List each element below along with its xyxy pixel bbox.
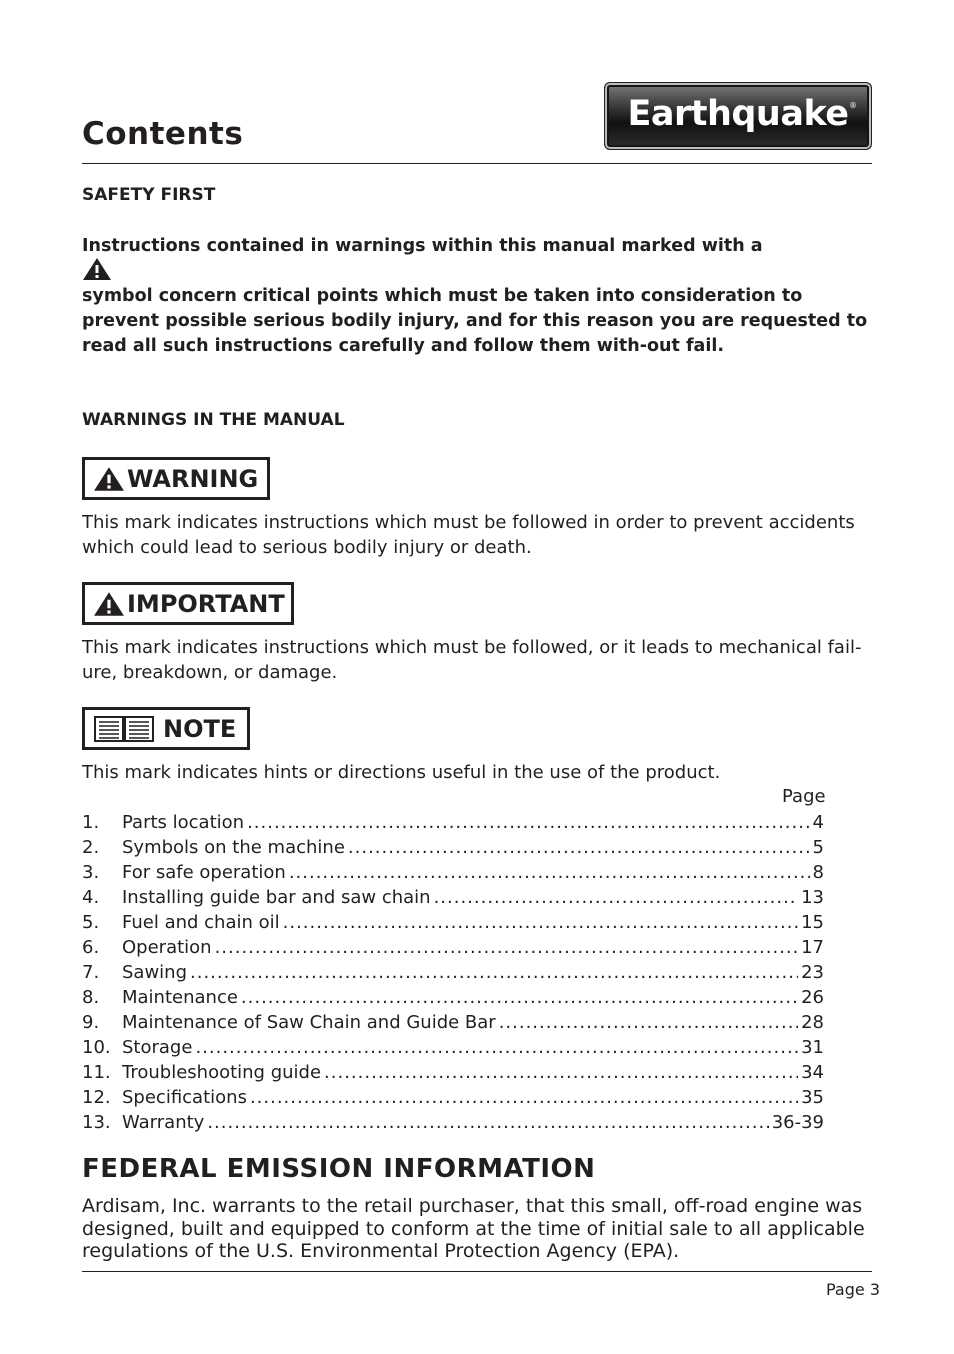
toc-row [82, 985, 824, 1010]
toc-item-number: 9. [82, 1012, 100, 1033]
toc-row [82, 860, 824, 885]
toc-item-number: 10. [82, 1037, 111, 1058]
logo-registered-mark: ® [849, 101, 857, 110]
warning-triangle-icon [82, 257, 112, 285]
toc-item-label: Parts location [122, 812, 245, 833]
toc-leader-dots [241, 985, 798, 1010]
toc-row [82, 1085, 824, 1110]
toc-item-label: Maintenance of Saw Chain and Guide Bar [122, 1012, 496, 1033]
toc-row [82, 810, 824, 835]
warning-mark [82, 457, 270, 500]
toc-leader-dots [215, 935, 799, 960]
toc-item-label: Operation [122, 937, 212, 958]
toc-page-header: Page [782, 786, 826, 807]
toc-item-number: 13. [82, 1112, 111, 1133]
federal-heading: FEDERAL EMISSION INFORMATION [82, 1154, 596, 1184]
toc-row [82, 910, 824, 935]
warning-triangle-icon [93, 466, 125, 492]
note-mark [82, 707, 250, 750]
toc-item-page: 5 [812, 837, 824, 858]
toc-item-number: 5. [82, 912, 100, 933]
logo-text: Earthquake [627, 94, 849, 134]
toc-item-label: For safe operation [122, 862, 286, 883]
toc-item-label: Fuel and chain oil [122, 912, 280, 933]
toc-item-label: Warranty [122, 1112, 205, 1133]
toc-item-page: 28 [801, 1012, 824, 1033]
header-rule [82, 163, 872, 164]
toc-item-page: 13 [801, 887, 824, 908]
toc-leader-dots [247, 810, 809, 835]
toc-item-number: 3. [82, 862, 100, 883]
toc-row [82, 960, 824, 985]
toc-item-page: 34 [801, 1062, 824, 1083]
toc-row [82, 935, 824, 960]
warnings-heading: WARNINGS IN THE MANUAL [82, 410, 345, 430]
toc-row [82, 1010, 824, 1035]
open-book-icon [93, 715, 155, 743]
important-mark [82, 582, 294, 625]
federal-text: Ardisam, Inc. warrants to the retail purchaser, that this small, off-road engine was designed, built and equipped to conform at the time of initial sale to all applicable regulations of the U.S. Environmental Protection Agency (EPA). [82, 1195, 865, 1262]
important-label: IMPORTANT [127, 589, 285, 618]
toc-row [82, 1060, 824, 1085]
toc-item-label: Storage [122, 1037, 193, 1058]
toc-item-number: 1. [82, 812, 100, 833]
toc-row [82, 1035, 824, 1060]
toc-item-label: Maintenance [122, 987, 238, 1008]
toc-row [82, 885, 824, 910]
toc-leader-dots [348, 835, 810, 860]
toc-item-number: 11. [82, 1062, 111, 1083]
toc-item-number: 2. [82, 837, 100, 858]
toc-leader-dots [250, 1085, 798, 1110]
table-of-contents [82, 810, 824, 1135]
toc-item-page: 36-39 [771, 1112, 824, 1133]
safety-intro-body: symbol concern critical points which must be taken into consideration to prevent possible serious bodily injury, and for this reason you are requested to read all such instructions carefully and follow them with-out fail. [82, 286, 868, 356]
toc-item-page: 15 [801, 912, 824, 933]
toc-leader-dots [195, 1035, 798, 1060]
toc-item-page: 23 [801, 962, 824, 983]
safety-intro-line1: Instructions contained in warnings within this manual marked with a [82, 236, 763, 256]
toc-leader-dots [283, 910, 798, 935]
toc-row [82, 1110, 824, 1135]
warning-description: This mark indicates instructions which must be followed in order to prevent accidents which could lead to serious bodily injury or death. [82, 512, 855, 558]
toc-item-label: Symbols on the machine [122, 837, 345, 858]
note-description: This mark indicates hints or directions useful in the use of the product. [82, 762, 721, 783]
toc-item-number: 12. [82, 1087, 111, 1108]
toc-leader-dots [434, 885, 799, 910]
toc-item-page: 26 [801, 987, 824, 1008]
toc-item-page: 31 [801, 1037, 824, 1058]
toc-item-page: 35 [801, 1087, 824, 1108]
toc-leader-dots [190, 960, 798, 985]
toc-item-label: Specifications [122, 1087, 247, 1108]
toc-item-number: 4. [82, 887, 100, 908]
toc-item-number: 8. [82, 987, 100, 1008]
toc-item-page: 4 [812, 812, 824, 833]
toc-leader-dots [499, 1010, 798, 1035]
toc-item-number: 7. [82, 962, 100, 983]
footer-rule [82, 1271, 872, 1272]
page-number: Page 3 [826, 1280, 880, 1299]
warning-triangle-icon [93, 591, 125, 617]
warning-label: WARNING [127, 464, 259, 493]
page-title: Contents [82, 116, 244, 152]
safety-heading: SAFETY FIRST [82, 185, 216, 205]
toc-leader-dots [324, 1060, 798, 1085]
toc-item-page: 8 [812, 862, 824, 883]
toc-item-label: Sawing [122, 962, 188, 983]
toc-row [82, 835, 824, 860]
toc-item-page: 17 [801, 937, 824, 958]
toc-leader-dots [289, 860, 810, 885]
toc-item-number: 6. [82, 937, 100, 958]
earthquake-logo [604, 82, 872, 150]
toc-item-label: Troubleshooting guide [122, 1062, 322, 1083]
note-label: NOTE [163, 714, 237, 743]
important-description: This mark indicates instructions which must be followed, or it leads to mechanical fail-ure, breakdown, or damage. [82, 637, 862, 683]
toc-leader-dots [207, 1110, 768, 1135]
toc-item-label: Installing guide bar and saw chain [122, 887, 431, 908]
